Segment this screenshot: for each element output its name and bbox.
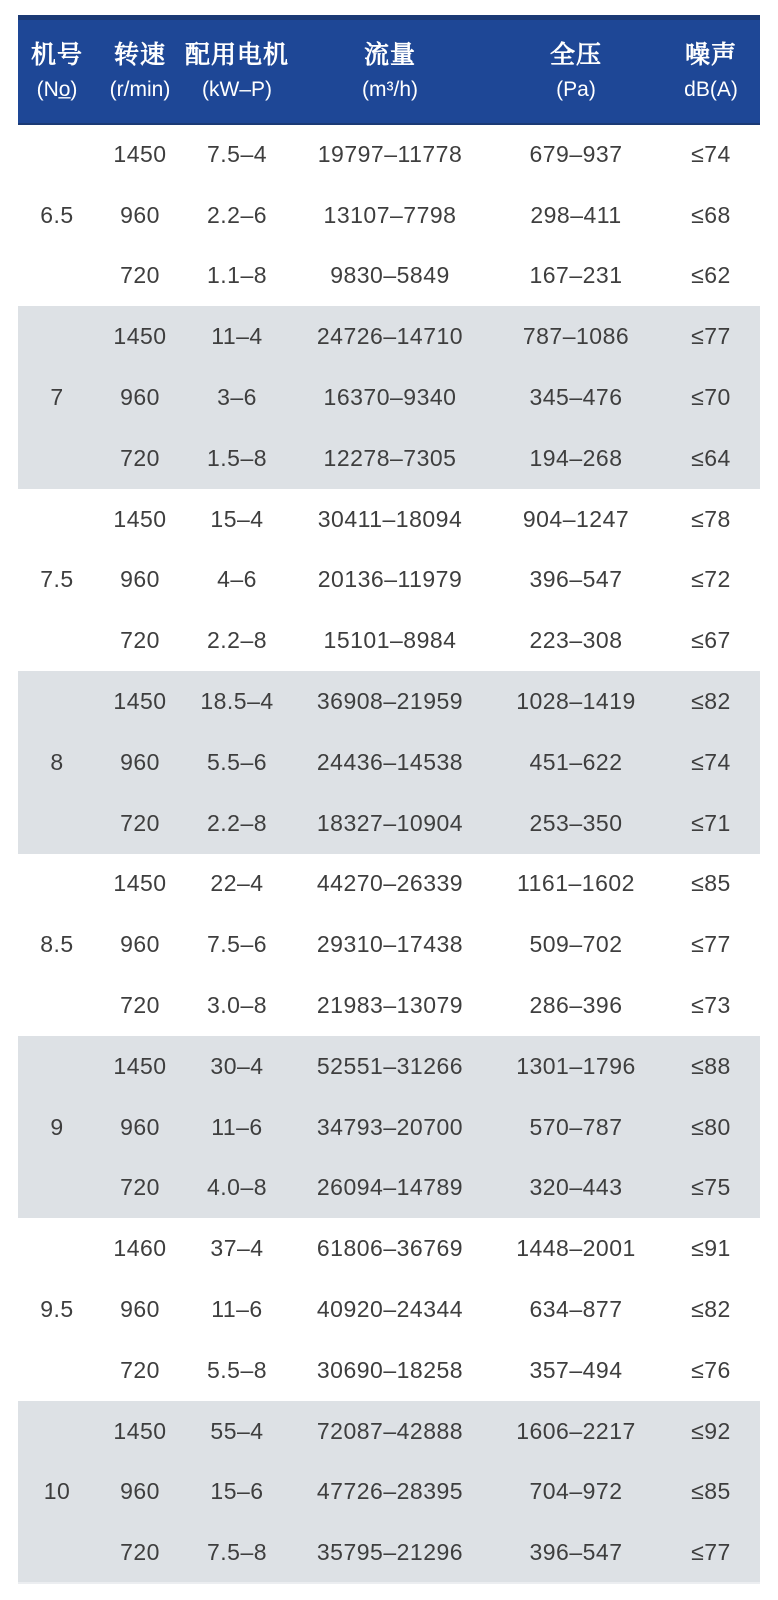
table-row (18, 610, 760, 671)
cell-flow: 26094–14789 (290, 1158, 490, 1219)
cell-speed: 720 (96, 246, 184, 307)
cell-motor: 2.2–6 (184, 185, 290, 246)
cell-motor: 22–4 (184, 854, 290, 915)
cell-flow: 12278–7305 (290, 428, 490, 489)
cell-flow: 24726–14710 (290, 306, 490, 367)
cell-pressure: 1028–1419 (490, 671, 662, 732)
cell-noise: ≤92 (662, 1401, 760, 1462)
cell-pressure: 396–547 (490, 550, 662, 611)
cell-noise: ≤88 (662, 1036, 760, 1097)
cell-motor: 3–6 (184, 367, 290, 428)
cell-machine-no: 7 (18, 306, 96, 488)
cell-machine-no: 9 (18, 1036, 96, 1218)
cell-motor: 30–4 (184, 1036, 290, 1097)
cell-pressure: 904–1247 (490, 489, 662, 550)
cell-speed: 960 (96, 185, 184, 246)
cell-flow: 20136–11979 (290, 550, 490, 611)
cell-motor: 15–6 (184, 1462, 290, 1523)
cell-flow: 16370–9340 (290, 367, 490, 428)
header-machine-no (18, 18, 96, 125)
cell-speed: 960 (96, 914, 184, 975)
table-row (18, 489, 760, 550)
cell-noise: ≤67 (662, 610, 760, 671)
header-flow (290, 18, 490, 125)
cell-noise: ≤68 (662, 185, 760, 246)
cell-speed: 1450 (96, 489, 184, 550)
cell-pressure: 509–702 (490, 914, 662, 975)
cell-speed: 1450 (96, 306, 184, 367)
cell-noise: ≤82 (662, 1279, 760, 1340)
header-motor (184, 18, 290, 125)
cell-flow: 30690–18258 (290, 1340, 490, 1401)
cell-motor: 2.2–8 (184, 610, 290, 671)
table-row (18, 367, 760, 428)
table-row (18, 975, 760, 1036)
cell-motor: 11–4 (184, 306, 290, 367)
cell-speed: 720 (96, 1158, 184, 1219)
table-row (18, 246, 760, 307)
table-row (18, 124, 760, 185)
cell-machine-no: 7.5 (18, 489, 96, 671)
table-row (18, 914, 760, 975)
cell-speed: 1450 (96, 854, 184, 915)
cell-motor: 5.5–6 (184, 732, 290, 793)
cell-noise: ≤85 (662, 1462, 760, 1523)
cell-pressure: 1448–2001 (490, 1218, 662, 1279)
cell-flow: 30411–18094 (290, 489, 490, 550)
header-speed-title: 转速 (113, 40, 166, 69)
table-row (18, 428, 760, 489)
cell-noise: ≤72 (662, 550, 760, 611)
fan-spec-table (18, 15, 760, 1584)
cell-pressure: 345–476 (490, 367, 662, 428)
cell-motor: 7.5–6 (184, 914, 290, 975)
header-noise-unit: dB(A) (684, 78, 738, 102)
table-row (18, 1218, 760, 1279)
cell-machine-no: 10 (18, 1401, 96, 1583)
cell-pressure: 1161–1602 (490, 854, 662, 915)
cell-noise: ≤62 (662, 246, 760, 307)
table-row (18, 1097, 760, 1158)
cell-pressure: 570–787 (490, 1097, 662, 1158)
cell-noise: ≤80 (662, 1097, 760, 1158)
cell-pressure: 320–443 (490, 1158, 662, 1219)
cell-machine-no: 9.5 (18, 1218, 96, 1400)
cell-speed: 1450 (96, 124, 184, 185)
cell-noise: ≤64 (662, 428, 760, 489)
cell-motor: 5.5–8 (184, 1340, 290, 1401)
header-speed (96, 18, 184, 125)
cell-noise: ≤78 (662, 489, 760, 550)
header-noise-title: 噪声 (684, 40, 737, 69)
table-row (18, 1036, 760, 1097)
cell-pressure: 704–972 (490, 1462, 662, 1523)
cell-motor: 11–6 (184, 1097, 290, 1158)
cell-speed: 960 (96, 1279, 184, 1340)
cell-motor: 1.5–8 (184, 428, 290, 489)
cell-flow: 52551–31266 (290, 1036, 490, 1097)
table-row (18, 1279, 760, 1340)
table-row (18, 854, 760, 915)
cell-motor: 11–6 (184, 1279, 290, 1340)
table-row (18, 1340, 760, 1401)
cell-motor: 3.0–8 (184, 975, 290, 1036)
table-row (18, 1158, 760, 1219)
cell-noise: ≤75 (662, 1158, 760, 1219)
cell-pressure: 451–622 (490, 732, 662, 793)
table-header-row (18, 18, 760, 125)
cell-flow: 19797–11778 (290, 124, 490, 185)
cell-motor: 4–6 (184, 550, 290, 611)
table-row (18, 732, 760, 793)
table-header (18, 18, 760, 125)
cell-pressure: 223–308 (490, 610, 662, 671)
cell-noise: ≤73 (662, 975, 760, 1036)
table-row (18, 671, 760, 732)
table-row (18, 1462, 760, 1523)
cell-noise: ≤77 (662, 1522, 760, 1583)
header-flow-unit: (m³/h) (362, 78, 418, 102)
cell-flow: 18327–10904 (290, 793, 490, 854)
cell-noise: ≤74 (662, 124, 760, 185)
cell-motor: 1.1–8 (184, 246, 290, 307)
cell-motor: 2.2–8 (184, 793, 290, 854)
cell-speed: 720 (96, 1340, 184, 1401)
header-machine-no-unit: (No̲) (36, 78, 78, 102)
cell-pressure: 679–937 (490, 124, 662, 185)
cell-noise: ≤71 (662, 793, 760, 854)
header-pressure-title: 全压 (549, 40, 602, 69)
cell-motor: 37–4 (184, 1218, 290, 1279)
cell-noise: ≤77 (662, 306, 760, 367)
cell-noise: ≤76 (662, 1340, 760, 1401)
header-pressure-unit: (Pa) (556, 78, 596, 102)
cell-noise: ≤91 (662, 1218, 760, 1279)
table-row (18, 1401, 760, 1462)
cell-noise: ≤82 (662, 671, 760, 732)
cell-pressure: 298–411 (490, 185, 662, 246)
cell-flow: 40920–24344 (290, 1279, 490, 1340)
table-body (18, 124, 760, 1583)
cell-flow: 61806–36769 (290, 1218, 490, 1279)
cell-flow: 9830–5849 (290, 246, 490, 307)
cell-flow: 36908–21959 (290, 671, 490, 732)
cell-speed: 720 (96, 975, 184, 1036)
cell-flow: 24436–14538 (290, 732, 490, 793)
cell-flow: 72087–42888 (290, 1401, 490, 1462)
cell-machine-no: 6.5 (18, 124, 96, 306)
cell-speed: 1450 (96, 671, 184, 732)
cell-pressure: 396–547 (490, 1522, 662, 1583)
cell-pressure: 167–231 (490, 246, 662, 307)
cell-motor: 7.5–4 (184, 124, 290, 185)
cell-speed: 960 (96, 1462, 184, 1523)
cell-pressure: 1606–2217 (490, 1401, 662, 1462)
header-motor-unit: (kW–P) (202, 78, 272, 102)
table-row (18, 185, 760, 246)
header-speed-unit: (r/min) (109, 78, 171, 102)
cell-noise: ≤85 (662, 854, 760, 915)
cell-machine-no: 8.5 (18, 854, 96, 1036)
cell-speed: 960 (96, 367, 184, 428)
cell-pressure: 634–877 (490, 1279, 662, 1340)
header-machine-no-title: 机号 (30, 40, 83, 69)
cell-motor: 55–4 (184, 1401, 290, 1462)
cell-pressure: 194–268 (490, 428, 662, 489)
cell-flow: 35795–21296 (290, 1522, 490, 1583)
cell-motor: 18.5–4 (184, 671, 290, 732)
table-row (18, 306, 760, 367)
cell-speed: 960 (96, 1097, 184, 1158)
cell-flow: 21983–13079 (290, 975, 490, 1036)
header-noise (662, 18, 760, 125)
cell-flow: 47726–28395 (290, 1462, 490, 1523)
cell-motor: 4.0–8 (184, 1158, 290, 1219)
cell-speed: 720 (96, 793, 184, 854)
table-row (18, 550, 760, 611)
cell-flow: 13107–7798 (290, 185, 490, 246)
cell-flow: 15101–8984 (290, 610, 490, 671)
cell-speed: 1460 (96, 1218, 184, 1279)
table-row (18, 1522, 760, 1583)
cell-speed: 1450 (96, 1036, 184, 1097)
header-motor-title: 配用电机 (184, 40, 289, 69)
header-flow-title: 流量 (363, 40, 416, 69)
header-pressure (490, 18, 662, 125)
cell-noise: ≤70 (662, 367, 760, 428)
cell-flow: 29310–17438 (290, 914, 490, 975)
cell-motor: 15–4 (184, 489, 290, 550)
cell-speed: 720 (96, 428, 184, 489)
cell-speed: 960 (96, 550, 184, 611)
cell-flow: 44270–26339 (290, 854, 490, 915)
cell-pressure: 286–396 (490, 975, 662, 1036)
cell-pressure: 357–494 (490, 1340, 662, 1401)
cell-speed: 1450 (96, 1401, 184, 1462)
cell-flow: 34793–20700 (290, 1097, 490, 1158)
cell-pressure: 1301–1796 (490, 1036, 662, 1097)
cell-speed: 720 (96, 610, 184, 671)
cell-speed: 960 (96, 732, 184, 793)
cell-motor: 7.5–8 (184, 1522, 290, 1583)
cell-noise: ≤77 (662, 914, 760, 975)
cell-pressure: 253–350 (490, 793, 662, 854)
cell-noise: ≤74 (662, 732, 760, 793)
cell-speed: 720 (96, 1522, 184, 1583)
cell-pressure: 787–1086 (490, 306, 662, 367)
table-row (18, 793, 760, 854)
cell-machine-no: 8 (18, 671, 96, 853)
